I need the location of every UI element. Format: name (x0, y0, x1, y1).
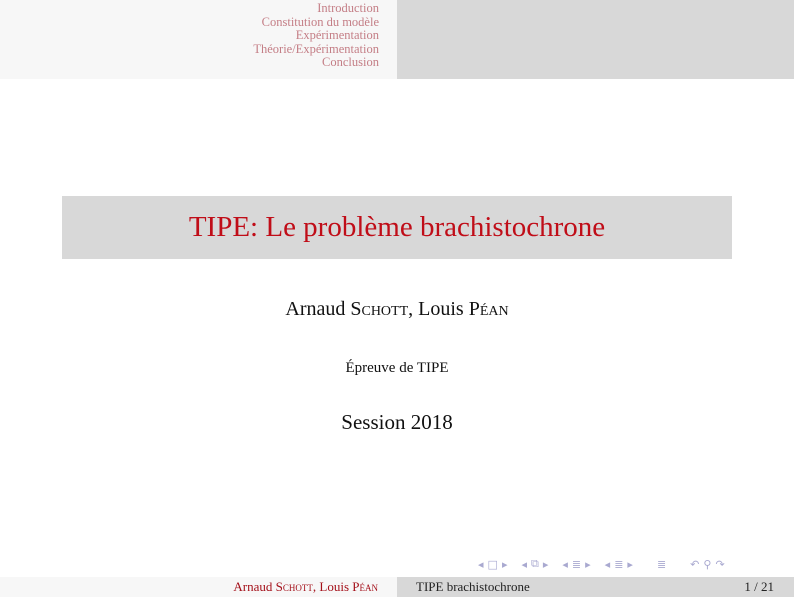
footer-author2-first: Louis (319, 579, 353, 594)
page-number: 1 / 21 (744, 579, 774, 594)
author-separator: , (408, 298, 419, 320)
nav-section-introduction[interactable]: Introduction (317, 1, 379, 15)
nav-section-theorie-experimentation[interactable]: Théorie/Expérimentation (253, 41, 379, 56)
author2-first: Louis (418, 298, 469, 320)
forward-icon[interactable]: ↷ (715, 557, 725, 571)
footer-author-panel (0, 577, 397, 597)
footer-bar (0, 577, 794, 597)
section-icon[interactable]: ≣ (571, 557, 582, 571)
footer-separator: , (312, 579, 320, 594)
prev-subsection-icon[interactable]: ◂ (521, 557, 527, 571)
footer-short-title: TIPE brachistochrone (416, 579, 530, 594)
date: Session 2018 (341, 410, 453, 434)
next-frame-icon[interactable]: ▸ (501, 557, 508, 571)
author1-last: Schott (350, 298, 409, 320)
subsection-icon[interactable]: ⧉ (531, 557, 539, 570)
footer-authors (233, 579, 378, 595)
nav-section-conclusion[interactable]: Conclusion (322, 55, 379, 69)
frame-icon[interactable]: □ (487, 557, 498, 571)
footer-author1-last: Schott (275, 579, 313, 594)
footer-author1-first: Arnaud (233, 579, 276, 594)
footer-author2-last: Péan (352, 579, 378, 594)
next-subsection-icon[interactable]: ▸ (542, 557, 549, 571)
document-icon[interactable]: ≣ (614, 557, 624, 571)
footer-title-panel (397, 577, 794, 597)
toc-icon[interactable]: ≣ (656, 557, 667, 571)
prev-document-icon[interactable]: ◂ (604, 557, 611, 571)
nav-section-constitution[interactable]: Constitution du modèle (261, 14, 379, 29)
next-document-icon[interactable]: ▸ (627, 557, 633, 571)
slide-title: TIPE: Le problème brachistochrone (188, 211, 606, 243)
search-icon[interactable]: ⚲ (703, 557, 712, 571)
section-nav-list (253, 2, 379, 70)
author1-first: Arnaud (285, 298, 351, 320)
header-bar (0, 0, 794, 79)
institute: Épreuve de TIPE (345, 360, 449, 376)
back-icon[interactable]: ↶ (690, 557, 700, 571)
next-section-icon[interactable]: ▸ (585, 557, 591, 571)
title-box (62, 196, 732, 259)
author2-last: Péan (468, 298, 509, 320)
section-nav-panel (0, 0, 397, 79)
prev-frame-icon[interactable]: ◂ (478, 557, 484, 571)
authors (0, 298, 794, 321)
prev-section-icon[interactable]: ◂ (562, 557, 568, 571)
beamer-nav-symbols (478, 557, 729, 571)
subsection-nav-panel (397, 0, 794, 79)
nav-section-experimentation[interactable]: Expérimentation (295, 28, 379, 42)
